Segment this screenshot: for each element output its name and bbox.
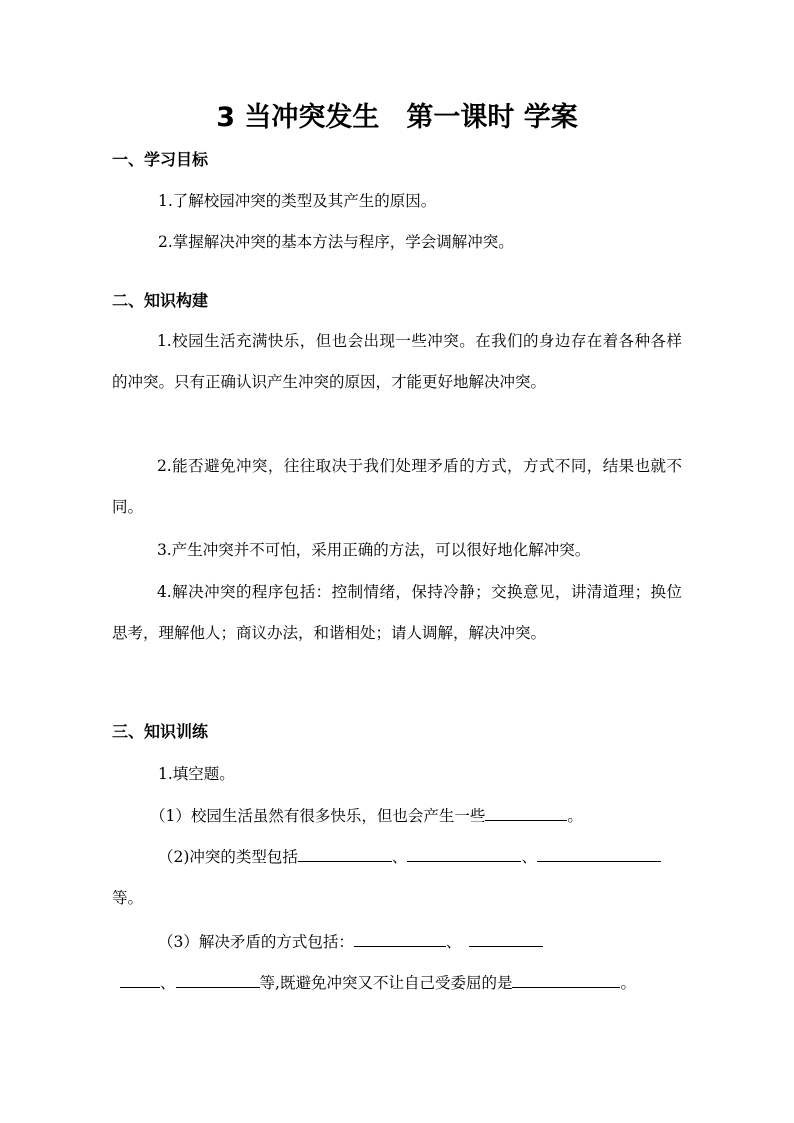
exercise-label: 1.填空题。 [158,765,235,783]
answer-blank[interactable] [298,845,392,862]
section-heading-exercises: 三、知识训练 [112,722,209,741]
separator: 、 [521,848,537,866]
answer-blank[interactable] [120,971,160,988]
question-end: 。 [620,974,636,992]
knowledge-paragraph: 4.解决冲突的程序包括：控制情绪，保持冷静；交换意见，讲清道理；换位思考，理解他人；商议办法，和谐相处；请人调解，解决冲突。 [112,583,682,642]
separator: 、 [160,974,176,992]
fill-blank-question-1 [150,804,583,828]
question-text: （2)冲突的类型包括 [158,848,298,866]
question-text: （1）校园生活虽然有很多快乐，但也会产生一些 [150,807,486,825]
question-text: 等,既避免冲突又不让自己受委屈的是 [259,974,513,992]
answer-blank[interactable] [469,930,543,947]
answer-blank[interactable] [512,971,620,988]
separator: 、 [445,933,462,951]
answer-blank[interactable] [485,804,567,821]
page-title: 3 当冲突发生 第一课时 学案 [216,102,578,133]
objective-item: 1.了解校园冲突的类型及其产生的原因。 [158,192,437,210]
answer-blank[interactable] [176,971,260,988]
knowledge-paragraph: 1.校园生活充满快乐，但也会出现一些冲突。在我们的身边存在着各种各样的冲突。只有正确认识产生冲突的原因，才能更好地解决冲突。 [112,332,682,391]
question-continuation [120,971,636,995]
fill-blank-question-2 [158,845,661,869]
question-end: 。 [567,807,583,825]
fill-blank-question-3 [158,930,543,954]
knowledge-paragraph: 2.能否避免冲突，往往取决于我们处理矛盾的方式，方式不同，结果也就不同。 [112,457,682,516]
answer-blank[interactable] [354,930,446,947]
separator: 、 [391,848,408,866]
answer-blank[interactable] [537,845,661,862]
section-heading-knowledge: 二、知识构建 [112,291,209,310]
answer-blank[interactable] [407,845,521,862]
knowledge-paragraph: 3.产生冲突并不可怕，采用正确的方法，可以很好地化解冲突。 [156,541,591,559]
question-continuation: 等。 [112,889,144,907]
objective-item: 2.掌握解决冲突的基本方法与程序，学会调解冲突。 [158,233,514,251]
question-text: （3）解决矛盾的方式包括： [158,933,354,951]
section-heading-objectives: 一、学习目标 [112,150,209,169]
